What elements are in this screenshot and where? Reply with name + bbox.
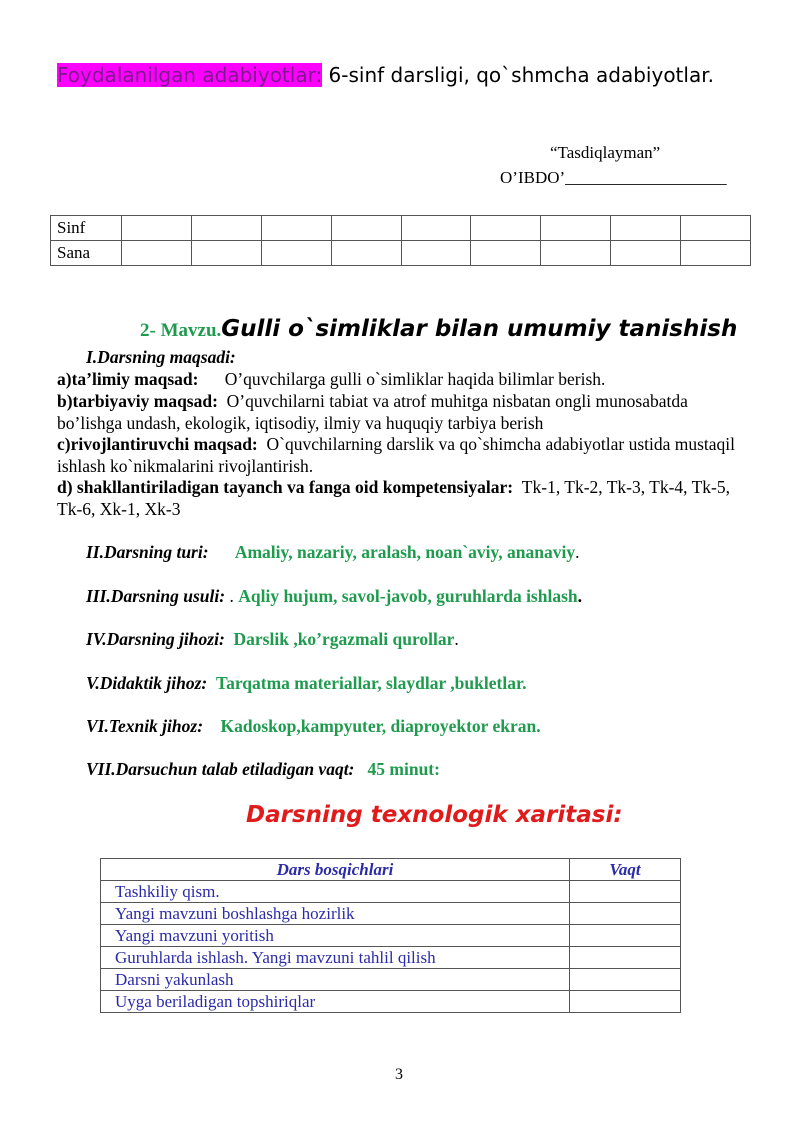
lesson-method-tail: . bbox=[577, 586, 583, 606]
literature-text: 6-sinf darsligi, qo`shmcha adabiyotlar. bbox=[322, 63, 714, 87]
time-cell bbox=[570, 903, 681, 925]
lesson-equipment-value: Darslik ,ko’rgazmali qurollar bbox=[233, 629, 455, 649]
goal-competencies-label: d) shakllantiriladigan tayanch va fanga oid kompetensiyalar: bbox=[57, 477, 514, 497]
grid-cell bbox=[191, 216, 261, 241]
column-header-stages: Dars bosqichlari bbox=[101, 859, 570, 881]
grid-cell bbox=[122, 241, 192, 266]
grid-cell bbox=[401, 216, 471, 241]
technical-equipment bbox=[86, 716, 541, 737]
topic-heading bbox=[140, 316, 737, 342]
stage-cell: Darsni yakunlash bbox=[101, 969, 570, 991]
time-cell bbox=[570, 991, 681, 1013]
table-header-row bbox=[101, 859, 681, 881]
grid-cell bbox=[191, 241, 261, 266]
grid-label-class: Sinf bbox=[51, 216, 122, 241]
stage-cell: Uyga beriladigan topshiriqlar bbox=[101, 991, 570, 1013]
technical-equipment-value: Kadoskop,kampyuter, diaproyektor ekran. bbox=[220, 716, 541, 736]
grid-cell bbox=[331, 216, 401, 241]
goals-title: I.Darsning maqsadi: bbox=[86, 347, 236, 367]
table-row bbox=[101, 925, 681, 947]
topic-number: 2- Mavzu. bbox=[140, 320, 222, 341]
grid-cell bbox=[331, 241, 401, 266]
grid-cell bbox=[681, 216, 751, 241]
grid-cell bbox=[681, 241, 751, 266]
required-time-label: VII.Darsuchun talab etiladigan vaqt: bbox=[86, 759, 355, 779]
grid-cell bbox=[471, 241, 541, 266]
grid-row-date bbox=[51, 241, 751, 266]
goal-competencies bbox=[57, 477, 757, 520]
table-row bbox=[101, 903, 681, 925]
grid-label-date: Sana bbox=[51, 241, 122, 266]
didactic-equipment-value: Tarqatma materiallar, slaydlar ,bukletlar. bbox=[216, 673, 527, 693]
class-date-grid bbox=[50, 215, 751, 266]
grid-cell bbox=[541, 241, 611, 266]
didactic-equipment-label: V.Didaktik jihoz: bbox=[86, 673, 208, 693]
goal-developmental-label: c)rivojlantiruvchi maqsad: bbox=[57, 434, 258, 454]
stage-cell: Tashkiliy qism. bbox=[101, 881, 570, 903]
table-row bbox=[101, 947, 681, 969]
literature-label: Foydalanilgan adabiyotlar: bbox=[57, 63, 323, 87]
tech-map-title: Darsning texnologik xaritasi: bbox=[246, 802, 623, 828]
goal-developmental bbox=[57, 434, 757, 477]
lesson-method bbox=[86, 586, 582, 607]
grid-cell bbox=[261, 216, 331, 241]
lesson-type-label: II.Darsning turi: bbox=[86, 542, 209, 562]
page-number: 3 bbox=[395, 1066, 403, 1083]
approval-signature-line: O’IBDO’___________________ bbox=[500, 168, 727, 187]
goal-competencies-text: Tk-1, Tk-2, Tk-3, Tk-4, Tk-5, Tk-6, Xk-1, Xk-3 bbox=[57, 477, 730, 519]
grid-cell bbox=[611, 241, 681, 266]
lesson-type-value: Amaliy, nazariy, aralash, noan`aviy, ananaviy bbox=[234, 542, 576, 562]
lesson-method-pre: . bbox=[225, 586, 239, 606]
grid-cell bbox=[261, 241, 331, 266]
lesson-equipment-tail: . bbox=[454, 629, 459, 649]
goal-upbringing bbox=[57, 391, 757, 434]
lesson-equipment bbox=[86, 629, 459, 650]
time-cell bbox=[570, 881, 681, 903]
technical-equipment-label: VI.Texnik jihoz: bbox=[86, 716, 204, 736]
grid-row-class bbox=[51, 216, 751, 241]
goal-upbringing-label: b)tarbiyaviy maqsad: bbox=[57, 391, 218, 411]
goal-developmental-text: O`quvchilarning darslik va qo`shimcha adabiyotlar ustida mustaqil ishlash ko`nikmalarini rivojlantirish. bbox=[57, 434, 736, 476]
lesson-method-value: Aqliy hujum, savol-javob, guruhlarda ishlash bbox=[238, 586, 578, 606]
required-time bbox=[86, 759, 440, 780]
topic-title: Gulli o`simliklar bilan umumiy tanishish bbox=[221, 316, 738, 342]
stage-cell: Yangi mavzuni boshlashga hozirlik bbox=[101, 903, 570, 925]
grid-cell bbox=[122, 216, 192, 241]
grid-cell bbox=[471, 216, 541, 241]
time-cell bbox=[570, 969, 681, 991]
goal-upbringing-text: O’quvchilarni tabiat va atrof muhitga nisbatan ongli munosabatda bo’lishga undash, ekologik, iqtisodiy, ilmiy va huquqiy tarbiya berish bbox=[57, 391, 688, 433]
lesson-type-tail: . bbox=[575, 542, 580, 562]
grid-cell bbox=[611, 216, 681, 241]
table-row bbox=[101, 881, 681, 903]
literature-line bbox=[57, 60, 747, 91]
lesson-method-label: III.Darsning usuli: bbox=[86, 586, 226, 606]
grid-cell bbox=[401, 241, 471, 266]
grid-cell bbox=[541, 216, 611, 241]
didactic-equipment bbox=[86, 673, 527, 694]
goal-educational-text: O’quvchilarga gulli o`simliklar haqida bilimlar berish. bbox=[224, 369, 606, 389]
lesson-type bbox=[86, 542, 580, 563]
stage-cell: Guruhlarda ishlash. Yangi mavzuni tahlil qilish bbox=[101, 947, 570, 969]
goal-educational bbox=[57, 369, 757, 391]
column-header-time: Vaqt bbox=[570, 859, 681, 881]
table-row bbox=[101, 991, 681, 1013]
required-time-value: 45 minut: bbox=[367, 759, 440, 779]
approval-title: “Tasdiqlayman” bbox=[550, 143, 661, 162]
stage-cell: Yangi mavzuni yoritish bbox=[101, 925, 570, 947]
lesson-stages-table bbox=[100, 858, 681, 1013]
time-cell bbox=[570, 947, 681, 969]
table-row bbox=[101, 969, 681, 991]
time-cell bbox=[570, 925, 681, 947]
lesson-equipment-label: IV.Darsning jihozi: bbox=[86, 629, 225, 649]
goal-educational-label: a)ta’limiy maqsad: bbox=[57, 369, 199, 389]
